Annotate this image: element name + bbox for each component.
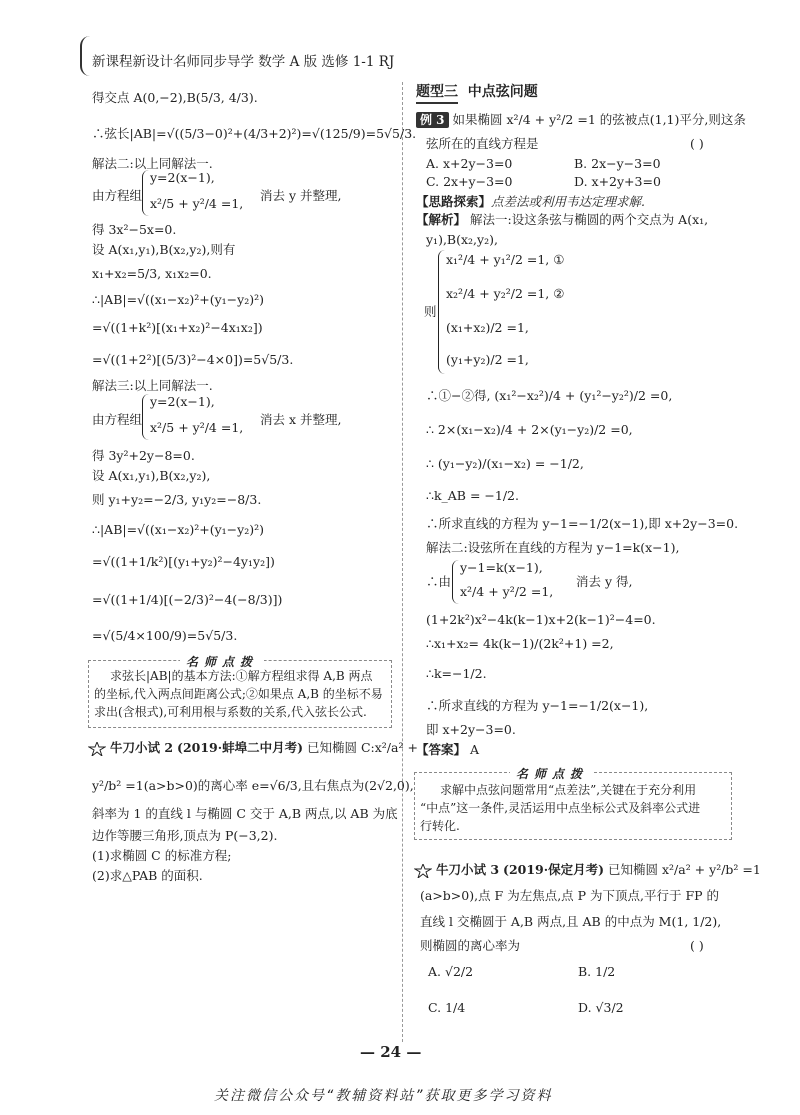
right-sys-eq4: (y₁+y₂)/2 =1, [446, 352, 529, 367]
right-sys-eq1: x₁²/4 + y₁²/2 =1, ① [446, 252, 565, 267]
right-sys2-eq1: y−1=k(x−1), [460, 560, 543, 575]
left-line-17: =√((1+1/k²)[(y₁+y₂)²−4y₁y₂]) [92, 554, 275, 569]
left-tip-line-3: 求出(含根式),可利用根与系数的关系,代入弦长公式. [94, 705, 367, 719]
option-d: D. x+2y+3=0 [574, 174, 661, 189]
right-r2: ∴ 2×(x₁−x₂)/4 + 2×(y₁−y₂)/2 =0, [426, 422, 633, 437]
left-line-18: =√((1+1/4)[(−2/3)²−4(−8/3)]) [92, 592, 283, 607]
left-tip-line-1: 求弦长|AB|的基本方法:①解方程组求得 A,B 两点 [110, 669, 373, 683]
left-sys2-eq2: x²/5 + y²/4 =1, [150, 420, 244, 435]
left-line-13: 得 3y²+2y−8=0. [92, 448, 195, 463]
right-sys-brace [438, 250, 445, 374]
header-curve-decoration [80, 36, 92, 76]
right-sys2-post: 消去 y 得, [576, 574, 633, 589]
right-tip-line-2: “中点”这一条件,灵活运用中点坐标公式及斜率公式进 [420, 801, 701, 815]
right-r3: ∴ (y₁−y₂)/(x₁−x₂) = −1/2, [426, 456, 584, 471]
left-trial-text-3: 斜率为 1 的直线 l 与椭圆 C 交于 A,B 两点,以 AB 为底 [92, 806, 398, 821]
right-trial-text-3: 直线 l 交椭圆于 A,B 两点,且 AB 的中点为 M(1, 1/2), [420, 914, 722, 929]
right-tip-line-3: 行转化. [420, 819, 460, 833]
left-tip-line-2: 的坐标,代入两点间距离公式;②如果点 A,B 的坐标不易 [94, 687, 383, 701]
left-sys2-eq1: y=2(x−1), [150, 394, 215, 409]
right-r8: (1+2k²)x²−4k(k−1)x+2(k−1)²−4=0. [426, 612, 656, 627]
left-trial-header [88, 740, 418, 756]
left-sys2-brace [142, 394, 149, 440]
left-trial-source: (2019·蚌埠二中月考) [177, 740, 304, 755]
left-line-19: =√(5/4×100/9)=5√5/3. [92, 628, 238, 643]
left-trial-text-1: 已知椭圆 C:x²/a² + [307, 740, 418, 755]
right-think: 【思路探索】点差法或利用韦达定理求解. [416, 194, 645, 209]
right-sys-eq3: (x₁+x₂)/2 =1, [446, 320, 529, 335]
left-line-6: 设 A(x₁,y₁),B(x₂,y₂),则有 [92, 242, 236, 257]
right-sys-ze: 则 [424, 304, 437, 319]
left-trial-tag: 牛刀小试 2 [109, 740, 174, 755]
right-sys2-brace [452, 560, 459, 604]
left-trial-q2: (2)求△PAB 的面积. [92, 868, 203, 883]
trial-option-b: B. 1/2 [578, 964, 616, 979]
right-example-line-1: 例 3 如果椭圆 x²/4 + y²/2 =1 的弦被点(1,1)平分,则这条 [416, 112, 746, 128]
left-line-9: =√((1+k²)[(x₁+x₂)²−4x₁x₂]) [92, 320, 263, 335]
right-type-label: 题型三 [416, 84, 458, 104]
right-r12: 即 x+2y−3=0. [426, 722, 516, 737]
page-number: — 24 — [360, 1043, 422, 1061]
left-line-7: x₁+x₂=5/3, x₁x₂=0. [92, 266, 212, 281]
left-trial-q1: (1)求椭圆 C 的标准方程; [92, 848, 232, 863]
right-tip-title: 名师点拨 [510, 765, 594, 782]
left-line-3: 解法二:以上同解法一. [92, 156, 213, 171]
right-r5: ∴所求直线的方程为 y−1=−1/2(x−1),即 x+2y−3=0. [426, 516, 739, 531]
right-sys2-eq2: x²/4 + y²/2 =1, [460, 584, 554, 599]
right-r4: ∴k_AB = −1/2. [426, 488, 519, 503]
right-trial-text-1: 已知椭圆 x²/a² + y²/b² =1 [608, 862, 761, 877]
right-sol-2: y₁),B(x₂,y₂), [426, 232, 498, 247]
left-sys1-post: 消去 y 并整理, [260, 188, 342, 203]
left-tip-title: 名师点拨 [180, 653, 264, 670]
right-trial-text-4: 则椭圆的离心率为 [420, 938, 521, 953]
right-r10: ∴k=−1/2. [426, 666, 487, 681]
trial-option-a: A. √2/2 [428, 964, 474, 979]
left-sys2-post: 消去 x 并整理, [260, 412, 342, 427]
option-b: B. 2x−y−3=0 [574, 156, 661, 171]
left-line-2: ∴弦长|AB|=√((5/3−0)²+(4/3+2)²)=√(125/9)=5√5/3. [92, 126, 417, 141]
trial-option-c: C. 1/4 [428, 1000, 466, 1015]
left-sys1-brace [142, 170, 149, 216]
left-line-1: 得交点 A(0,−2),B(5/3, 4/3). [92, 90, 258, 105]
example-tag: 例 3 [416, 112, 449, 128]
right-trial-source: (2019·保定月考) [503, 862, 605, 877]
left-trial-text-4: 边作等腰三角形,顶点为 P(−3,2). [92, 828, 278, 843]
left-sys1-eq1: y=2(x−1), [150, 170, 215, 185]
trial-option-d: D. √3/2 [578, 1000, 624, 1015]
right-answer: 【答案】 A [416, 742, 480, 757]
left-line-14: 设 A(x₁,y₁),B(x₂,y₂), [92, 468, 211, 483]
left-line-10: =√((1+2²)[(5/3)²−4×0])=5√5/3. [92, 352, 294, 367]
right-trial-text-2: (a>b>0),点 F 为左焦点,点 P 为下顶点,平行于 FP 的 [420, 888, 720, 903]
right-trial-header [414, 862, 761, 878]
right-tip-line-1: 求解中点弦问题常用“点差法”,关键在于充分利用 [440, 783, 697, 797]
right-trial-tag: 牛刀小试 3 [435, 862, 500, 877]
option-c: C. 2x+y−3=0 [426, 174, 513, 189]
column-divider [402, 82, 403, 1042]
left-line-16: ∴|AB|=√((x₁−x₂)²+(y₁−y₂)²) [92, 522, 264, 537]
star-icon [88, 742, 106, 756]
star-icon [414, 864, 432, 878]
right-sol-1: 【解析】 解法一:设这条弦与椭圆的两个交点为 A(x₁, [416, 212, 709, 227]
left-sys1-eq2: x²/5 + y²/4 =1, [150, 196, 244, 211]
right-r1: ∴①−②得, (x₁²−x₂²)/4 + (y₁²−y₂²)/2 =0, [426, 388, 673, 403]
left-line-15: 则 y₁+y₂=−2/3, y₁y₂=−8/3. [92, 492, 262, 507]
right-r9: ∴x₁+x₂= 4k(k−1)/(2k²+1) =2, [426, 636, 614, 651]
right-sys2-label: ∴由 [426, 574, 452, 589]
footer-note: 关注微信公众号“教辅资料站”获取更多学习资料 [214, 1088, 553, 1104]
page-header-title: 新课程新设计名师同步导学 数学 A 版 选修 1-1 RJ [92, 54, 395, 70]
right-trial-paren: ( ) [690, 938, 704, 953]
left-sys1-label: 由方程组 [92, 188, 143, 203]
right-example-line-2: 弦所在的直线方程是 [426, 136, 539, 151]
left-sys2-label: 由方程组 [92, 412, 143, 427]
right-type-title: 中点弦问题 [467, 84, 538, 100]
right-sys-eq2: x₂²/4 + y₂²/2 =1, ② [446, 286, 565, 301]
right-r6: 解法二:设弦所在直线的方程为 y−1=k(x−1), [426, 540, 680, 555]
left-line-5: 得 3x²−5x=0. [92, 222, 177, 237]
right-r11: ∴所求直线的方程为 y−1=−1/2(x−1), [426, 698, 649, 713]
left-line-11: 解法三:以上同解法一. [92, 378, 213, 393]
option-a: A. x+2y−3=0 [426, 156, 513, 171]
right-section-title [416, 84, 538, 100]
right-example-paren: ( ) [690, 136, 704, 151]
left-line-8: ∴|AB|=√((x₁−x₂)²+(y₁−y₂)²) [92, 292, 264, 307]
left-trial-text-2: y²/b² =1(a>b>0)的离心率 e=√6/3,且右焦点为(2√2,0), [92, 778, 414, 793]
